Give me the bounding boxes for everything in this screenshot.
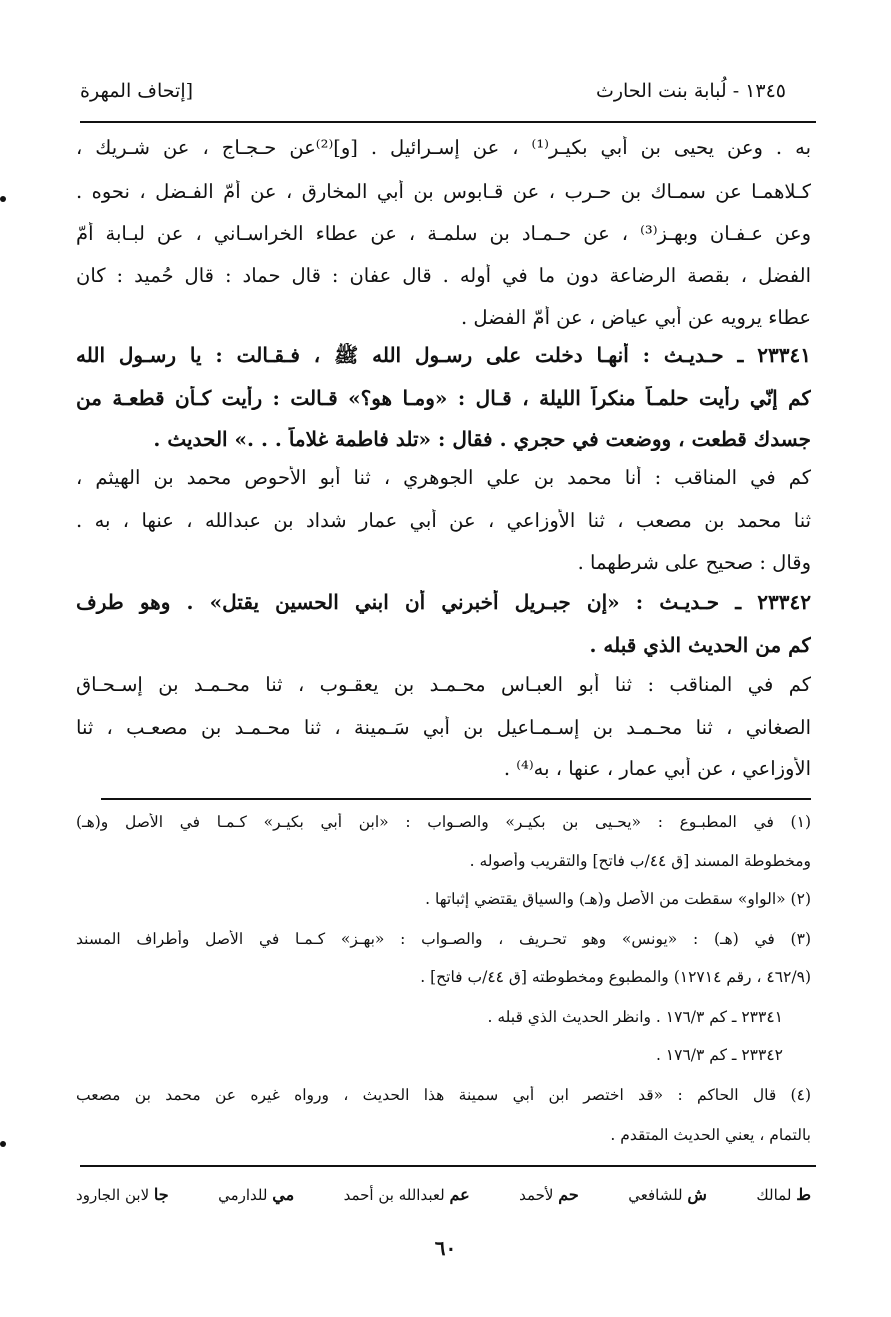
abbrev-item: حم لأحمد [519,1185,579,1204]
takhrij-2342-line: الأوزاعي ، عن أبي عمار ، عنها ، به⁽⁴⁾ . [503,757,811,780]
body-line: كـلاهمـا عن سمـاك بن حـرب ، عن قـابوس بن أبي المخارق ، عن أمّ الفـضل ، نحوه . [76,180,811,203]
footnote-line: ٢٣٣٤١ ـ كم ١٧٦/٣ . وانظر الحديث الذي قبله . [487,1008,783,1026]
hadith-2341-line: كم إنّي رأيت حلمـاً منكراً الليلة ، قـال : «ومـا هو؟» قـالت : رأيت كـأن قطعـة من [76,386,811,410]
abbrev-item: مي للدارمي [218,1185,295,1204]
hadith-2341-line: جسدك قطعت ، ووضعت في حجري . فقال : «تلد فاطمة غلاماً . . .» الحديث . [153,427,811,451]
abbrev-item: جا لابن الجارود [76,1185,169,1204]
body-line: الفضل ، بقصة الرضاعة دون ما في أوله . قال عفان : قال حماد : قال حُميد : كان [76,264,811,287]
page-number: ٦٠ [434,1236,457,1260]
hadith-2341-line: ٢٣٣٤١ ـ حـديـث : أنهـا دخلت على رسـول الله ﷺ ، فـقـالت : يا رسـول الله [76,343,811,367]
footnote-line: (٢) «الواو» سقطت من الأصل و(هـ) والسياق يقتضي إثباتها . [425,890,811,908]
footnote-line: (٤) قال الحاكم : «قد اختصر ابن أبي سمينة هذا الحديث ، ورواه غيره عن محمد بن مصعب [76,1086,811,1104]
takhrij-2342-line: الصغاني ، ثنا محـمـد بن إسـمـاعيل بن أبي سَـمينة ، ثنا محـمـد بن مصعـب ، ثنا [76,716,811,739]
abbreviations-key [76,1185,811,1204]
abbrev-item: ط لمالك [756,1185,811,1204]
abbrev-item: ش للشافعي [628,1185,707,1204]
margin-mark [0,196,6,202]
abbreviations-rule [80,1165,816,1167]
running-header-book: [إتحاف المهرة [80,80,194,102]
margin-mark [0,1141,6,1147]
footnote-line: (١) في المطبـوع : «يحـيى بن بكيـر» والصـواب : «ابن أبي بكيـر» كـمـا في الأصل و(هـ) [76,813,811,831]
takhrij-2341-line: ثنا محمد بن مصعب ، ثنا الأوزاعي ، عن أبي عمار شداد بن عبدالله ، عنها ، به . [76,509,811,532]
body-line: به . وعن يحيى بن أبي بكيـر⁽¹⁾ ، عن إسـرائيل . [و]⁽²⁾عن حـجـاج ، عن شـريك ، [76,136,811,159]
footnote-line: ومخطوطة المسند [ق ٤٤/ب فاتح] والتقريب وأصوله . [469,852,811,870]
footnote-line: بالتمام ، يعني الحديث المتقدم . [610,1126,811,1144]
running-header-title: ١٣٤٥ - لُبابة بنت الحارث [595,80,786,102]
body-line: وعن عـفـان وبهـز⁽³⁾ ، عن حـمـاد بن سلمـة ، عن عطاء الخراسـاني ، عن لبـابة أمّ [76,222,811,245]
footnote-line: ٢٣٣٤٢ ـ كم ١٧٦/٣ . [655,1046,783,1064]
takhrij-2342-line: كم في المناقب : ثنا أبو العبـاس محـمـد بن يعقـوب ، ثنا محـمـد بن إسـحـاق [76,673,811,696]
footnote-line: (٣) في (هـ) : «يونس» وهو تحـريف ، والصـواب : «بهـز» كـمـا في الأصل وأطراف المسند [76,930,811,948]
footnote-line: (٤٦٢/٩ ، رقم ١٢٧١٤) والمطبوع ومخطوطته [ق ٤٤/ب فاتح] . [420,968,811,986]
abbrev-item: عم لعبدالله بن أحمد [343,1185,470,1204]
hadith-2342-line: كم من الحديث الذي قبله . [589,633,811,657]
takhrij-2341-line: وقال : صحيح على شرطهما . [577,551,811,574]
body-line: عطاء يرويه عن أبي عياض ، عن أُمّ الفضل . [461,306,811,329]
header-rule [80,121,816,123]
footnote-rule [101,798,811,800]
takhrij-2341-line: كم في المناقب : أنا محمد بن علي الجوهري ، ثنا أبو الأحوص محمد بن الهيثم ، [76,466,811,489]
hadith-2342-line: ٢٣٣٤٢ ـ حـديـث : «إن جبـريل أخبرني أن ابني الحسين يقتل» . وهو طرف [76,590,811,614]
